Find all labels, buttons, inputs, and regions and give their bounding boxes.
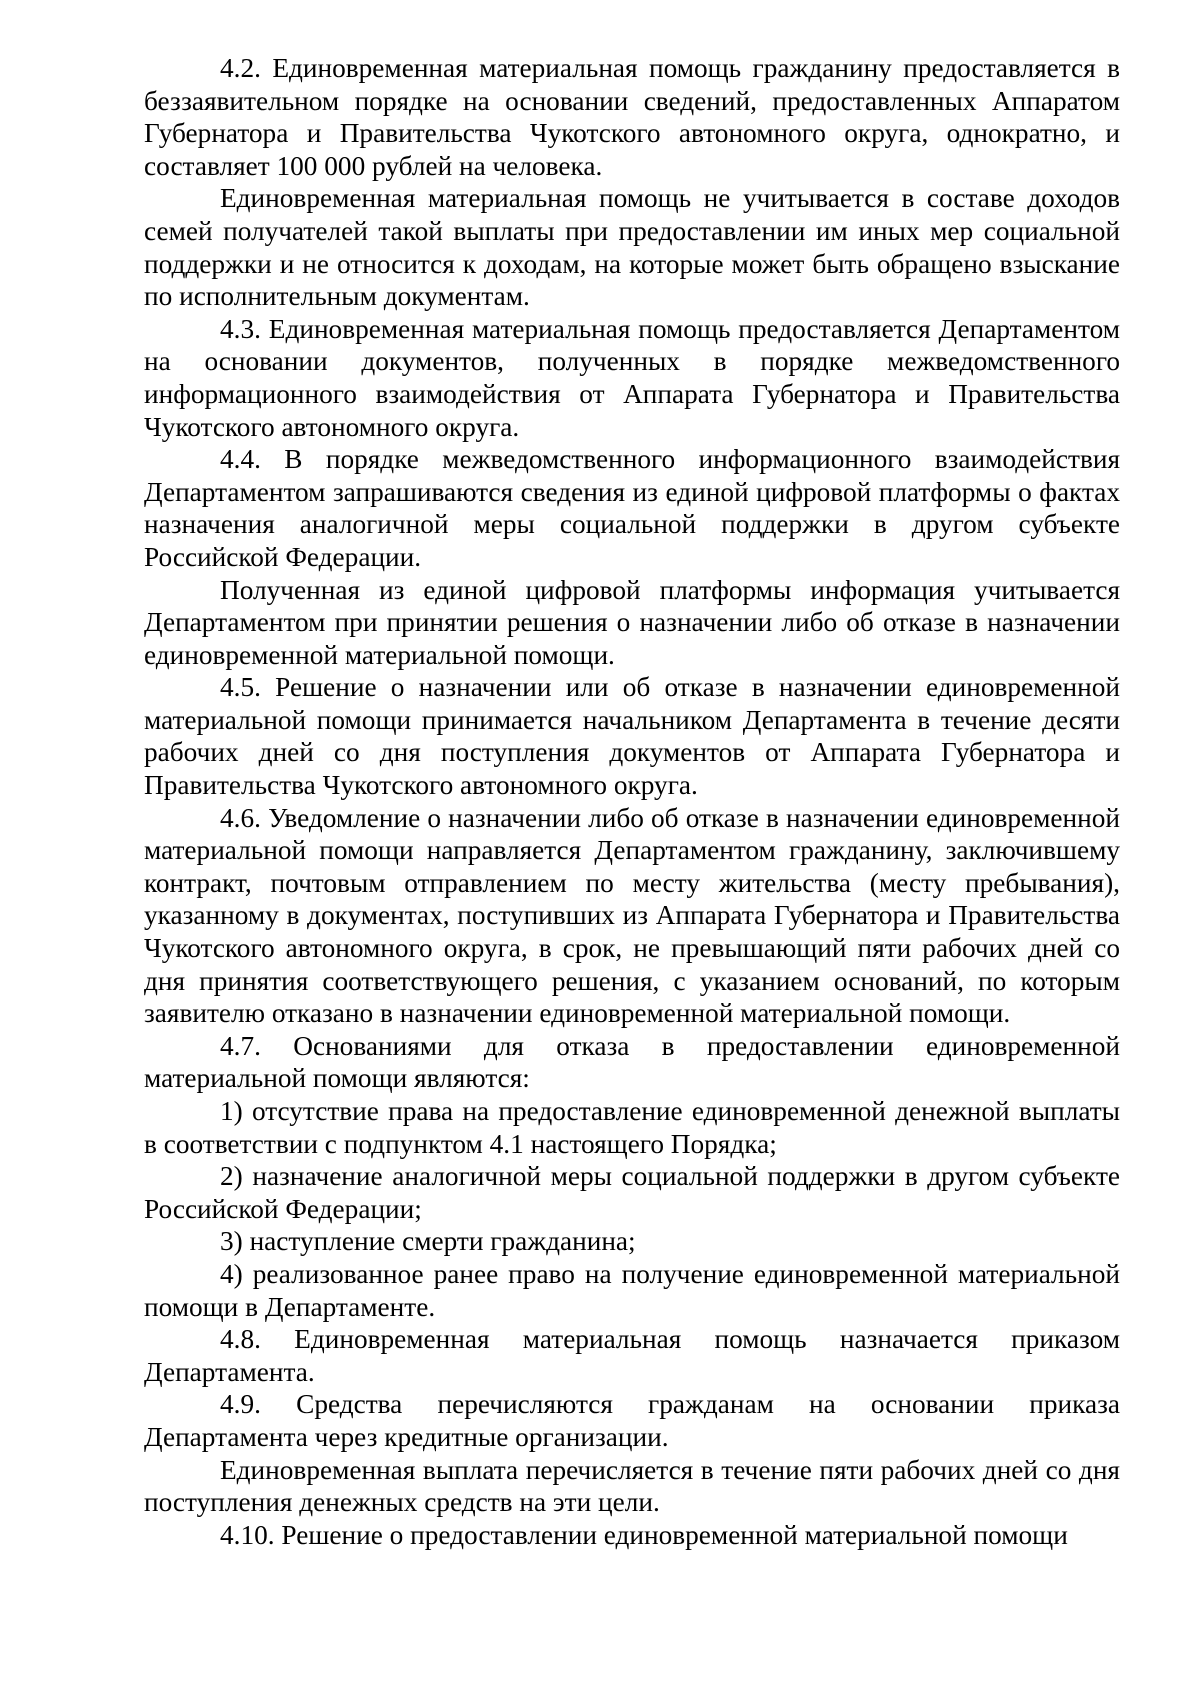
paragraph-4-6: 4.6. Уведомление о назначении либо об отказе в назначении единовременной материальной помощи направляется Департаментом гражданину, заключившему контракт, почтовым отправлением по месту жительства (месту пребывания), указанному в документах, поступивших из Аппарата Губернатора и Правительства Чукотского автономного округа, в срок, не превышающий пяти рабочих дней со дня принятия соответствующего решения, с указанием оснований, по которым заявителю отказано в назначении единовременной материальной помощи. — [144, 802, 1120, 1029]
paragraph-4-4: 4.4. В порядке межведомственного информационного взаимодействия Департаментом запрашиваются сведения из единой цифровой платформы о фактах назначения аналогичной меры социальной поддержки в другом субъекте Российской Федерации. — [144, 444, 1120, 572]
paragraph-4-9: 4.9. Средства перечисляются гражданам на основании приказа Департамента через кредитные организации. — [144, 1389, 1120, 1452]
list-item-2: 2) назначение аналогичной меры социальной поддержки в другом субъекте Российской Федерации; — [144, 1161, 1120, 1224]
paragraph-4-10: 4.10. Решение о предоставлении единовременной материальной помощи — [220, 1519, 1068, 1550]
paragraph-4-5: 4.5. Решение о назначении или об отказе в назначении единовременной материальной помощи принимается начальником Департамента в течение десяти рабочих дней со дня поступления документов от Аппарата Губернатора и Правительства Чукотского автономного округа. — [144, 672, 1120, 801]
list-item-4: 4) реализованное ранее право на получение единовременной материальной помощи в Департаменте. — [144, 1258, 1120, 1322]
paragraph-4-3: 4.3. Единовременная материальная помощь предоставляется Департаментом на основании документов, полученных в порядке межведомственного информационного взаимодействия от Аппарата Губернатора и Правительства Чукотского автономного округа. — [144, 313, 1120, 442]
paragraph-4-4-note: Полученная из единой цифровой платформы информация учитывается Департаментом при принятии решения о назначении либо об отказе в назначении единовременной материальной помощи. — [144, 574, 1120, 670]
paragraph-4-7: 4.7. Основаниями для отказа в предоставлении единовременной материальной помощи являются: — [144, 1030, 1120, 1094]
list-item-1: 1) отсутствие права на предоставление единовременной денежной выплаты в соответствии с подпунктом 4.1 настоящего Порядка; — [144, 1096, 1120, 1159]
paragraph-4-8: 4.8. Единовременная материальная помощь назначается приказом Департамента. — [144, 1324, 1120, 1387]
list-item-3: 3) наступление смерти гражданина; — [220, 1226, 636, 1257]
paragraph-4-9-note: Единовременная выплата перечисляется в течение пяти рабочих дней со дня поступления денежных средств на эти цели. — [144, 1454, 1120, 1518]
paragraph-4-2-note: Единовременная материальная помощь не учитывается в составе доходов семей получателей такой выплаты при предоставлении им иных мер социальной поддержки и не относится к доходам, на которые может быть обращено взыскание по исполнительным документам. — [144, 183, 1120, 312]
paragraph-4-2: 4.2. Единовременная материальная помощь гражданину предоставляется в беззаявительном порядке на основании сведений, предоставленных Аппаратом Губернатора и Правительства Чукотского автономного округа, однократно, и составляет 100 000 рублей на человека. — [144, 53, 1120, 181]
document-body — [144, 52, 1120, 1551]
